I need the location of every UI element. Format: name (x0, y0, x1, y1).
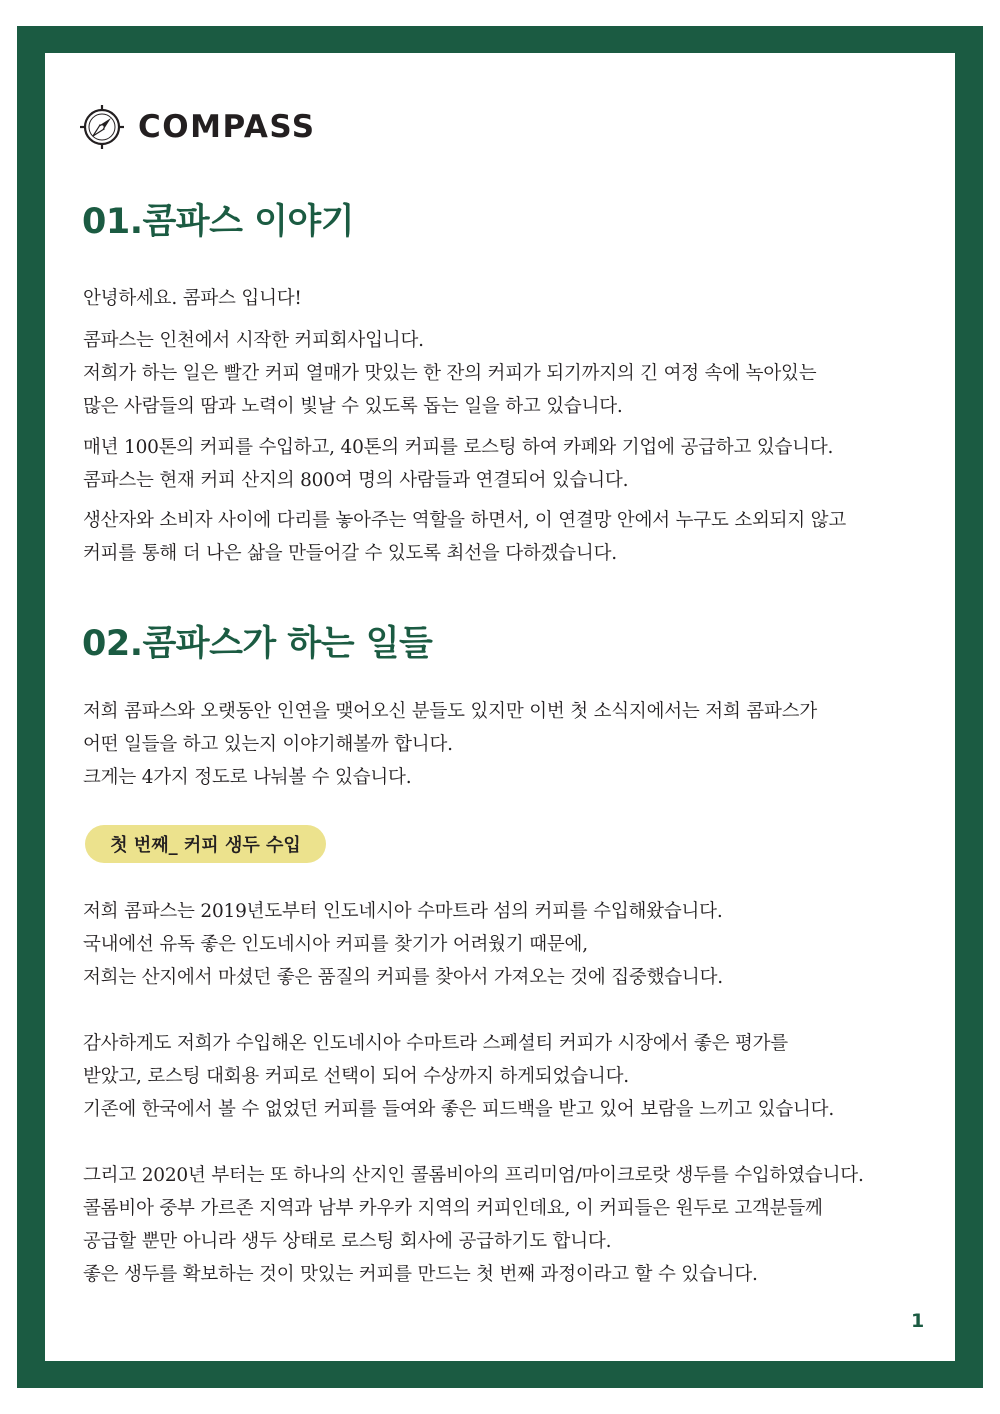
section-2-heading: 02.콤파스가 하는 일들 (82, 624, 433, 664)
body-line: 저희는 산지에서 마셨던 좋은 품질의 커피를 찾아서 가져오는 것에 집중했습니다. (83, 967, 723, 988)
section-1-heading: 01.콤파스 이야기 (82, 202, 355, 242)
body-line: 감사하게도 저희가 수입해온 인도네시아 수마트라 스페셜티 커피가 시장에서 좋은 평가를 (83, 1033, 788, 1054)
brand-logo (78, 103, 316, 151)
body-line: 많은 사람들의 땀과 노력이 빛날 수 있도록 돕는 일을 하고 있습니다. (83, 396, 623, 417)
body-line: 커피를 통해 더 나은 삶을 만들어갈 수 있도록 최선을 다하겠습니다. (83, 543, 617, 564)
page-number: 1 (911, 1310, 925, 1332)
body-line: 국내에선 유독 좋은 인도네시아 커피를 찾기가 어려웠기 때문에, (83, 934, 588, 955)
subheading-pill: 첫 번째_ 커피 생두 수입 (85, 825, 326, 863)
body-line: 콜롬비아 중부 가르존 지역과 남부 카우카 지역의 커피인데요, 이 커피들은 원두로 고객분들께 (83, 1198, 823, 1219)
body-line: 기존에 한국에서 볼 수 없었던 커피를 들여와 좋은 피드백을 받고 있어 보람을 느끼고 있습니다. (83, 1099, 835, 1120)
body-line: 어떤 일들을 하고 있는지 이야기해볼까 합니다. (83, 734, 453, 755)
body-line: 공급할 뿐만 아니라 생두 상태로 로스팅 회사에 공급하기도 합니다. (83, 1231, 612, 1252)
body-line: 크게는 4가지 정도로 나눠볼 수 있습니다. (83, 767, 412, 788)
body-line: 콤파스는 현재 커피 산지의 800여 명의 사람들과 연결되어 있습니다. (83, 470, 629, 491)
body-line: 저희가 하는 일은 빨간 커피 열매가 맛있는 한 잔의 커피가 되기까지의 긴 여정 속에 녹아있는 (83, 363, 817, 384)
brand-name: COMPASS (138, 108, 316, 145)
body-line: 저희 콤파스는 2019년도부터 인도네시아 수마트라 섬의 커피를 수입해왔습니다. (83, 901, 723, 922)
body-line: 좋은 생두를 확보하는 것이 맛있는 커피를 만드는 첫 번째 과정이라고 할 수 있습니다. (83, 1264, 758, 1285)
body-line: 받았고, 로스팅 대회용 커피로 선택이 되어 수상까지 하게되었습니다. (83, 1066, 629, 1087)
body-line: 콤파스는 인천에서 시작한 커피회사입니다. (83, 330, 424, 351)
body-line: 저희 콤파스와 오랫동안 인연을 맺어오신 분들도 있지만 이번 첫 소식지에서는 저희 콤파스가 (83, 701, 817, 722)
compass-icon (78, 103, 126, 151)
body-line: 안녕하세요. 콤파스 입니다! (83, 288, 302, 309)
body-line: 매년 100톤의 커피를 수입하고, 40톤의 커피를 로스팅 하여 카페와 기업에 공급하고 있습니다. (83, 437, 834, 458)
body-line: 생산자와 소비자 사이에 다리를 놓아주는 역할을 하면서, 이 연결망 안에서 누구도 소외되지 않고 (83, 510, 847, 531)
body-line: 그리고 2020년 부터는 또 하나의 산지인 콜롬비아의 프리미엄/마이크로랏 생두를 수입하였습니다. (83, 1165, 864, 1186)
